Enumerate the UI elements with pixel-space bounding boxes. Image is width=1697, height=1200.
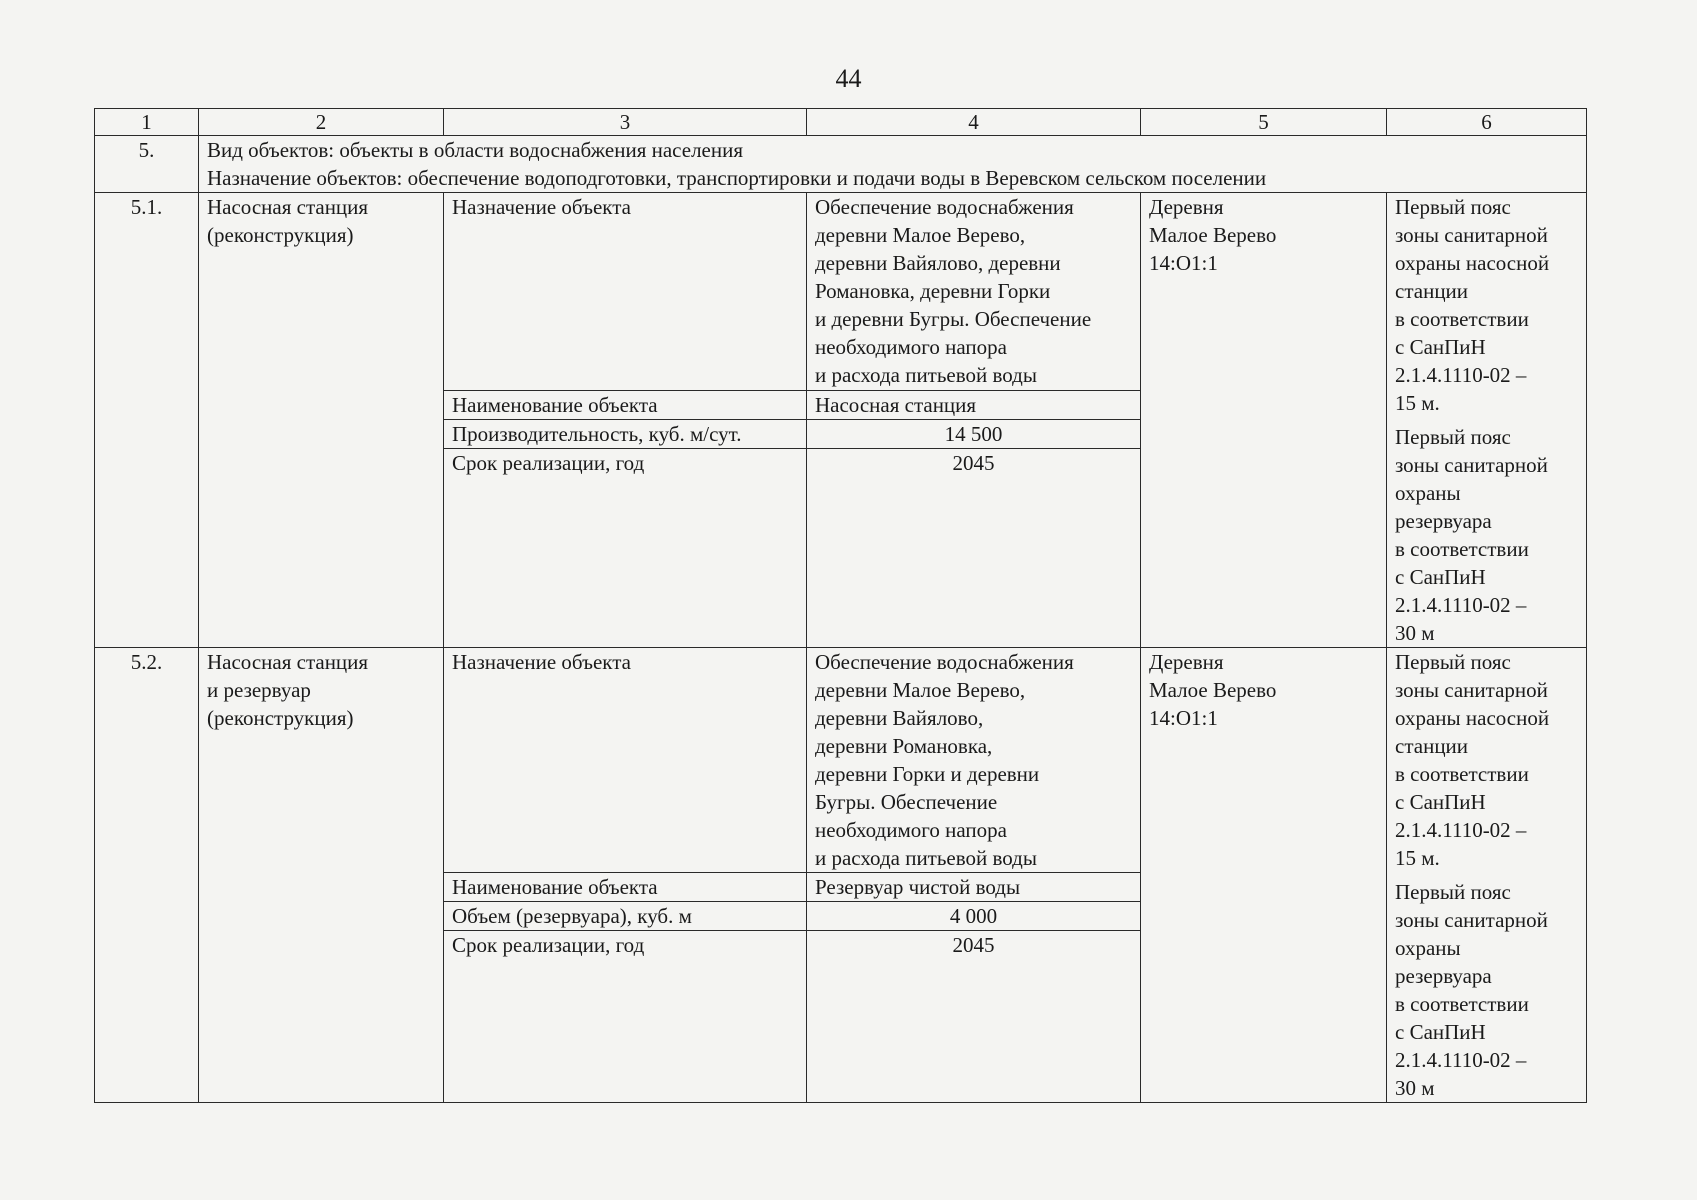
- column-number-cell: 2: [199, 109, 444, 136]
- param-label: Срок реализации, год: [444, 931, 807, 1103]
- section-row: [95, 136, 1587, 193]
- section-object-purpose: Назначение объектов: обеспечение водоподготовки, транспортировки и подачи воды в Веревском сельском поселении: [207, 166, 1267, 190]
- param-label: Производительность, куб. м/сут.: [444, 419, 807, 448]
- object-row: [95, 193, 1587, 391]
- param-value: 14 500: [807, 419, 1141, 448]
- object-name: Насосная станция (реконструкция): [199, 193, 444, 648]
- param-label: Срок реализации, год: [444, 449, 807, 648]
- object-sanitary-zones: [1387, 193, 1587, 648]
- column-number-cell: 1: [95, 109, 199, 136]
- page-number: 44: [835, 64, 862, 93]
- param-value: 2045: [807, 931, 1141, 1103]
- sanitary-zone-pump: Первый пояс зоны санитарной охраны насосной станции в соответствии с СанПиН 2.1.4.1110-02 – 15 м.: [1395, 195, 1550, 415]
- object-number: 5.2.: [95, 648, 199, 1103]
- param-label: Объем (резервуара), куб. м: [444, 902, 807, 931]
- section-description: [199, 136, 1587, 193]
- object-name: Насосная станция и резервуар (реконструкция): [199, 648, 444, 1103]
- column-number-cell: 4: [807, 109, 1141, 136]
- sanitary-zone-pump: Первый пояс зоны санитарной охраны насосной станции в соответствии с СанПиН 2.1.4.1110-02 – 15 м.: [1395, 650, 1550, 870]
- param-value: 4 000: [807, 902, 1141, 931]
- section-number: 5.: [95, 136, 199, 193]
- param-value: Насосная станция: [807, 390, 1141, 419]
- object-row: [95, 648, 1587, 873]
- param-label: Наименование объекта: [444, 873, 807, 902]
- column-number-cell: 6: [1387, 109, 1587, 136]
- sanitary-zone-reservoir: Первый пояс зоны санитарной охраны резервуара в соответствии с СанПиН 2.1.4.1110-02 – 30 м: [1395, 880, 1548, 1100]
- column-number-cell: 3: [444, 109, 807, 136]
- object-number: 5.1.: [95, 193, 199, 648]
- sanitary-zone-reservoir: Первый пояс зоны санитарной охраны резервуара в соответствии с СанПиН 2.1.4.1110-02 – 30 м: [1395, 425, 1548, 645]
- param-value: Обеспечение водоснабжения деревни Малое Верево, деревни Вайялово, деревни Романовка, деревни Горки и деревни Бугры. Обеспечение необходимого напора и расхода питьевой воды: [807, 648, 1141, 873]
- column-numbers-row: [95, 109, 1587, 136]
- planned-objects-table: [94, 108, 1587, 1103]
- object-location: Деревня Малое Верево 14:О1:1: [1141, 193, 1387, 648]
- object-location: Деревня Малое Верево 14:О1:1: [1141, 648, 1387, 1103]
- param-value: Резервуар чистой воды: [807, 873, 1141, 902]
- section-object-type: Вид объектов: объекты в области водоснабжения населения: [207, 138, 744, 162]
- param-label: Назначение объекта: [444, 193, 807, 391]
- object-sanitary-zones: [1387, 648, 1587, 1103]
- param-value: 2045: [807, 449, 1141, 648]
- param-value: Обеспечение водоснабжения деревни Малое Верево, деревни Вайялово, деревни Романовка, деревни Горки и деревни Бугры. Обеспечение необходимого напора и расхода питьевой воды: [807, 193, 1141, 391]
- param-label: Назначение объекта: [444, 648, 807, 873]
- param-label: Наименование объекта: [444, 390, 807, 419]
- column-number-cell: 5: [1141, 109, 1387, 136]
